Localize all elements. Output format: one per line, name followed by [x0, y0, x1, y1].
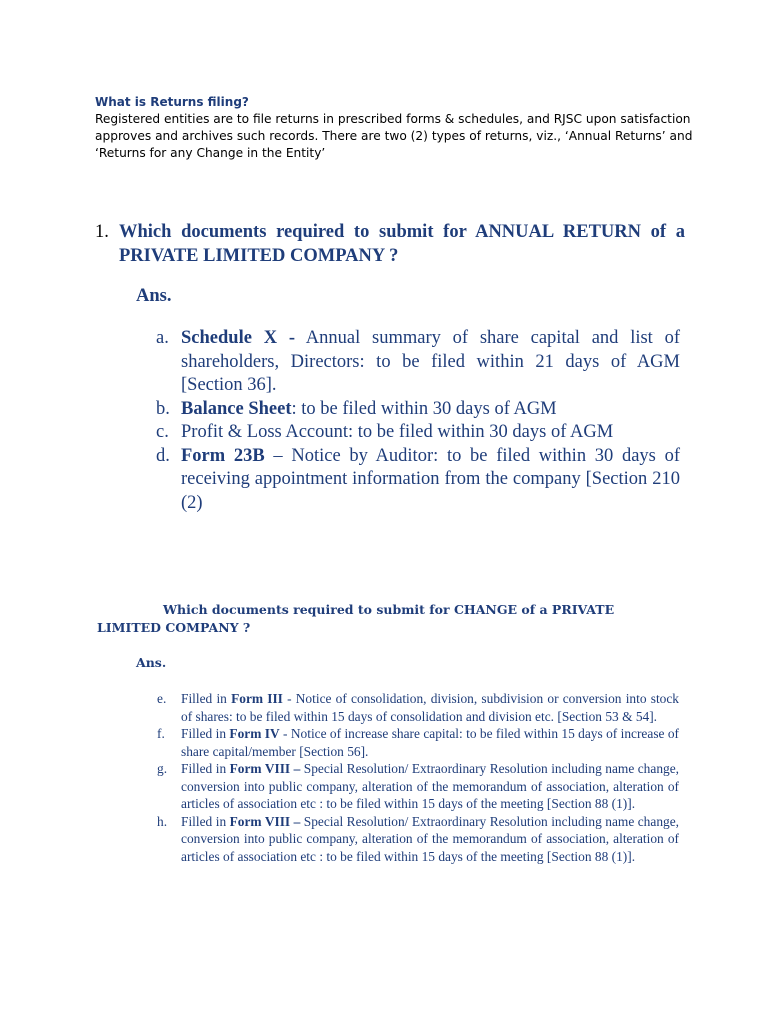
intro-body: Registered entities are to file returns in prescribed forms & schedules, and RJSC upon satisfaction approves and archives such records. There are two (2) types of returns, viz., ‘Annual Returns’ and ‘Returns for any Change in the Entity’ [95, 112, 693, 160]
list-marker: h. [157, 813, 168, 829]
answer-1-list [156, 327, 680, 515]
list-item-prefix: Filled in [181, 726, 230, 741]
list-item-text: Special Resolution/ Extraordinary Resolution including name change, conversion into public company, alteration of the memorandum of association, alteration of articles of association etc : to be filed within 15 days of the meeting [Section 88 (1)]. [181, 813, 679, 864]
list-marker: d. [156, 445, 170, 466]
question-1-text: Which documents required to submit for ANNUAL RETURN of a PRIVATE LIMITED COMPANY ? [119, 222, 685, 266]
list-item-text: – Notice by Auditor: to be filed within 30 days of receiving appointment information from the company [Section 210 (2) [181, 445, 680, 513]
list-item-bold: Schedule X - [181, 328, 296, 348]
list-item [157, 760, 679, 813]
list-item-text: : to be filed within 30 days of AGM [291, 398, 557, 419]
list-item-text: - Notice of increase share capital: to be filed within 15 days of increase of share capital/member [Section 56]. [181, 726, 680, 759]
list-item-prefix: Filled in [181, 813, 230, 829]
list-item [157, 690, 679, 725]
list-item-bold: Form III [231, 691, 283, 706]
list-marker: b. [156, 398, 170, 419]
list-item-text: Special Resolution/ Extraordinary Resolution including name change, conversion into public company, alteration of the memorandum of association, alteration of articles of association etc : to be filed within 15 days of the meeting [Section 88 (1)]. [181, 761, 679, 811]
intro-heading: What is Returns filing? [95, 95, 249, 109]
list-marker: f. [157, 726, 165, 741]
list-marker: c. [156, 422, 169, 442]
list-item-bold: Form 23B [181, 445, 265, 466]
list-marker: a. [156, 328, 169, 348]
list-marker: g. [157, 761, 168, 776]
list-item [156, 327, 680, 398]
answer-2-list [157, 690, 679, 865]
list-item [156, 445, 680, 516]
list-item-text: - Notice of consolidation, division, subdivision or conversion into stock of shares: to be filed within 15 days of consolidation and division etc. [Section 53 & 54]. [181, 691, 679, 724]
answer-2-label: Ans. [136, 655, 167, 670]
list-item [157, 725, 679, 760]
list-item-prefix: Filled in [181, 761, 230, 776]
list-item-bold: Form VIII – [229, 761, 301, 776]
list-item-bold: Form IV [229, 726, 280, 741]
list-item-text: Annual summary of share capital and list of shareholders, Directors: to be filed within 21 days of AGM [Section 36]. [181, 328, 681, 395]
question-1-number: 1. [95, 222, 109, 242]
list-item-prefix: Filled in [181, 691, 232, 706]
intro-section [95, 94, 695, 162]
list-item-bold: Balance Sheet [181, 398, 292, 419]
question-2-text: Which documents required to submit for CHANGE of a PRIVATE LIMITED COMPANY ? [97, 602, 615, 635]
list-item-text: Profit & Loss Account: to be filed within 30 days of AGM [181, 422, 614, 442]
question-1 [95, 220, 685, 268]
list-item-bold: Form VIII – [229, 813, 301, 829]
list-item [157, 813, 679, 866]
list-item [156, 398, 680, 422]
list-marker: e. [157, 691, 167, 706]
list-item [156, 421, 680, 445]
answer-1-label: Ans. [136, 286, 172, 306]
